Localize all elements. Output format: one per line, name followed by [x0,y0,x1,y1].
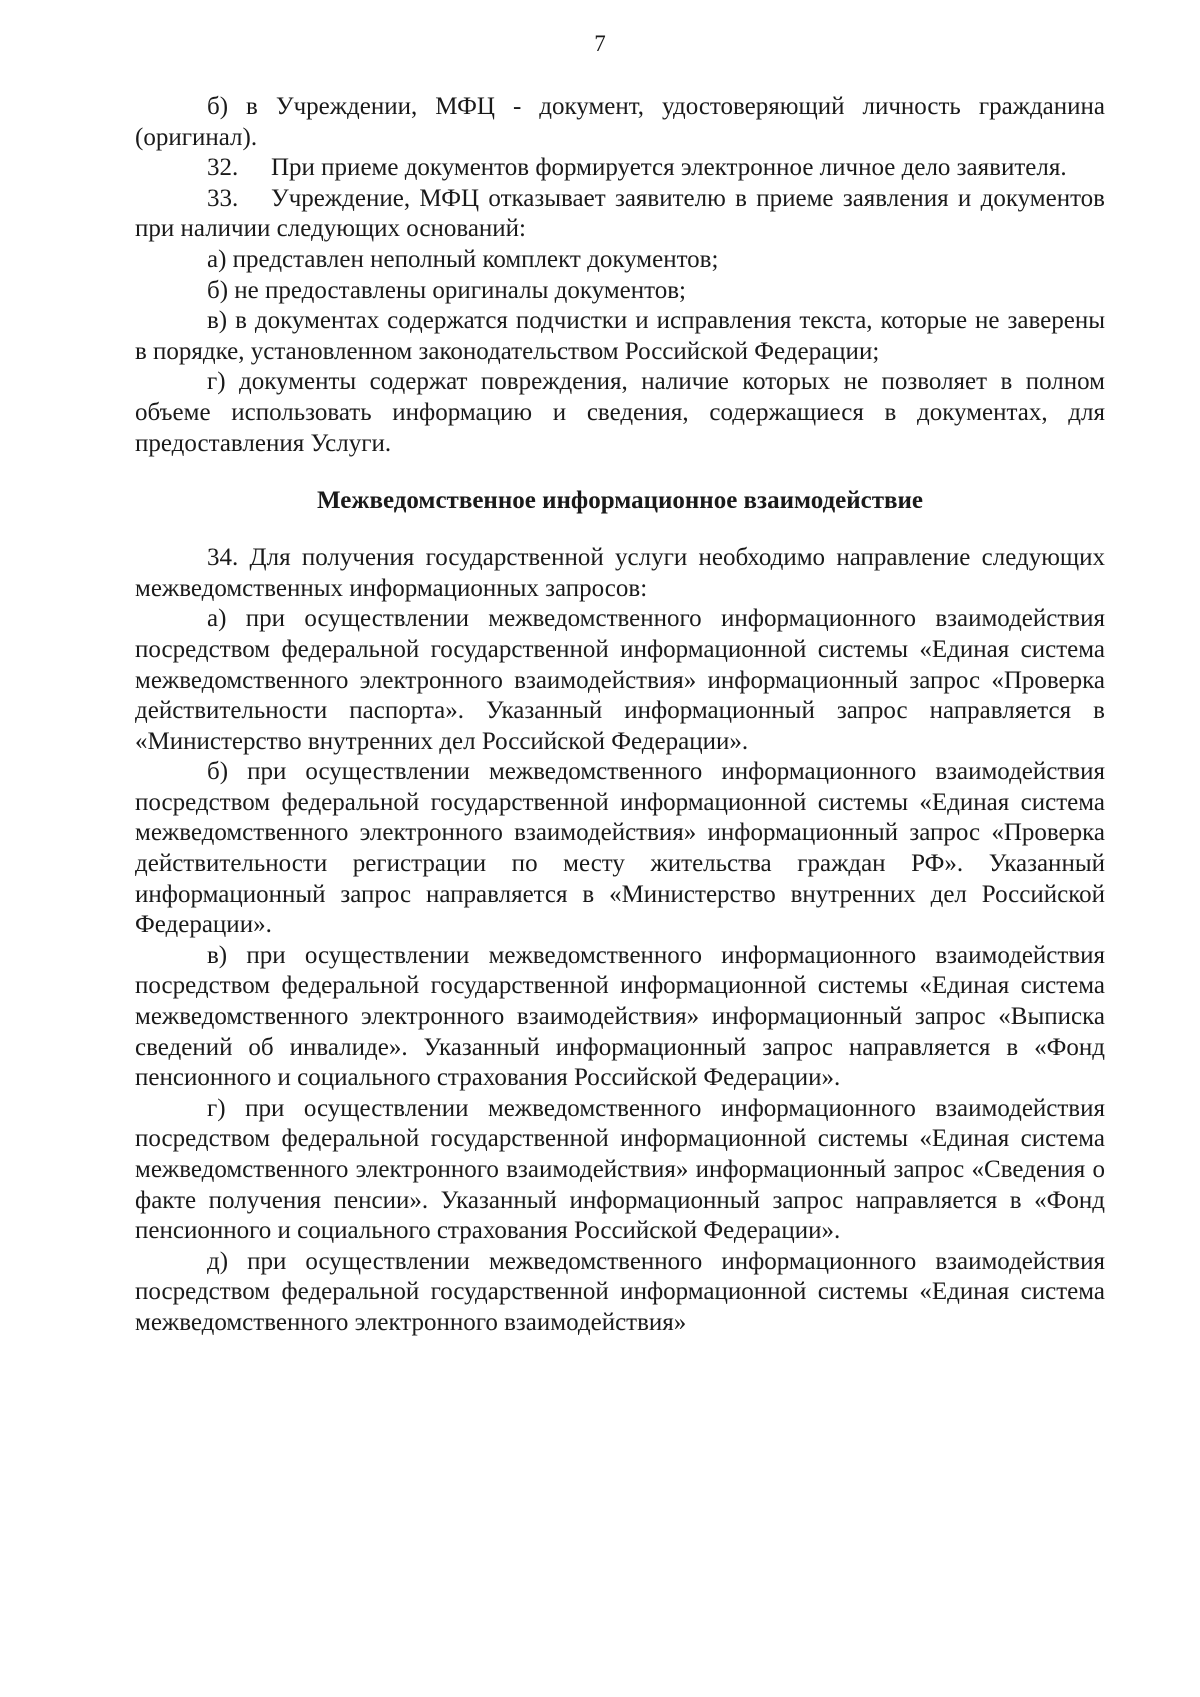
paragraph [135,306,1105,367]
paragraph-text: в) в документах содержатся подчистки и исправления текста, которые не заверены в порядке, установленном законодательством Российской Федерации; [135,307,1105,365]
paragraph-text: а) при осуществлении межведомственного информационного взаимодействия посредством федеральной государственной информационной системы «Единая система межведомственного электронного взаимодействия» информационный запрос «Проверка действительности паспорта». Указанный информационный запрос направляется в «Министерство внутренних дел Российской Федерации». [135,605,1105,755]
paragraph [135,184,1105,245]
paragraph [135,245,1105,276]
paragraph [135,604,1105,757]
paragraph-text: а) представлен неполный комплект документов; [207,245,719,273]
paragraph-text: При приеме документов формируется электронное личное дело заявителя. [271,154,1067,182]
paragraph-number: 32. [207,154,239,182]
paragraph-text: б) при осуществлении межведомственного информационного взаимодействия посредством федеральной государственной информационной системы «Единая система межведомственного электронного взаимодействия» информационный запрос «Проверка действительности регистрации по месту жительства граждан РФ». Указанный информационный запрос направляется в «Министерство внутренних дел Российской Федерации». [135,758,1105,939]
paragraph-text: б) в Учреждении, МФЦ - документ, удостоверяющий личность гражданина (оригинал). [135,93,1105,151]
paragraph-text: б) не предоставлены оригиналы документов; [207,276,686,304]
section-heading: Межведомственное информационное взаимодействие [317,487,923,515]
paragraph [135,941,1105,1094]
paragraph [135,276,1105,307]
bottom-paragraphs [135,543,1105,1338]
document-body [135,92,1105,1339]
page-number: 7 [594,31,606,56]
paragraph [135,757,1105,941]
paragraph [135,92,1105,153]
paragraph [135,367,1105,459]
paragraph [135,1094,1105,1247]
paragraph-number: 33. [207,184,239,212]
top-paragraphs [135,92,1105,459]
paragraph [135,543,1105,604]
paragraph-text: Учреждение, МФЦ отказывает заявителю в приеме заявления и документов при наличии следующих оснований: [135,184,1105,243]
paragraph-text: г) при осуществлении межведомственного информационного взаимодействия посредством федеральной государственной информационной системы «Единая система межведомственного электронного взаимодействия» информационный запрос «Сведения о факте получения пенсии». Указанный информационный запрос направляется в «Фонд пенсионного и социального страхования Российской Федерации». [135,1094,1105,1245]
paragraph [135,153,1105,184]
paragraph-text: д) при осуществлении межведомственного информационного взаимодействия посредством федеральной государственной информационной системы «Единая система межведомственного электронного взаимодействия» [135,1247,1105,1336]
paragraph-text: 34. Для получения государственной услуги необходимо направление следующих межведомственных информационных запросов: [135,544,1105,602]
paragraph-text: в) при осуществлении межведомственного информационного взаимодействия посредством федеральной государственной информационной системы «Единая система межведомственного электронного взаимодействия» информационный запрос «Выписка сведений об инвалиде». Указанный информационный запрос направляется в «Фонд пенсионного и социального страхования Российской Федерации». [135,941,1105,1092]
paragraph-text: г) документы содержат повреждения, наличие которых не позволяет в полном объеме использовать информацию и сведения, содержащиеся в документах, для предоставления Услуги. [135,368,1105,457]
paragraph [135,1247,1105,1339]
